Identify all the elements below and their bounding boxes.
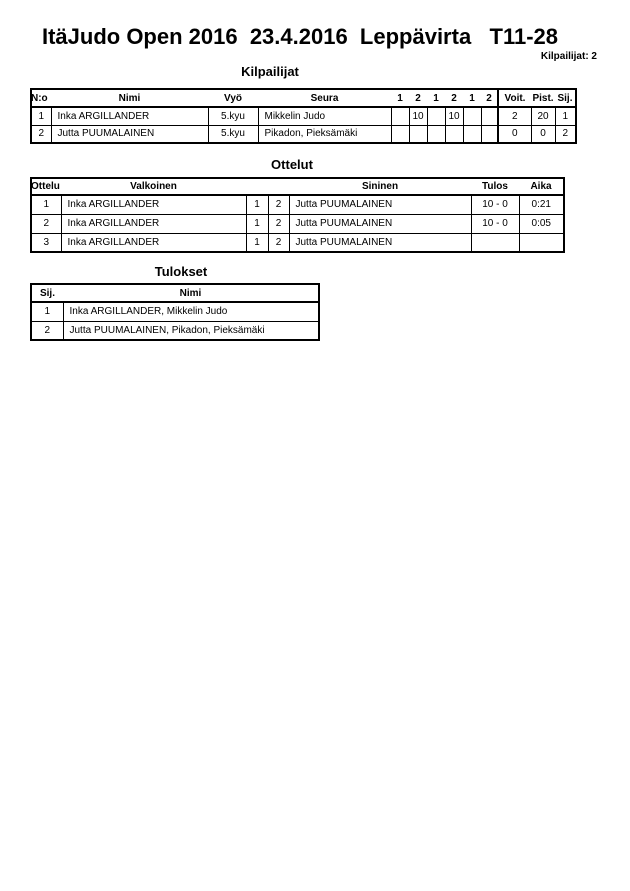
match-blue-number: 2 — [268, 233, 289, 252]
score-cell — [481, 125, 498, 143]
result-row — [31, 321, 319, 340]
match-time: 0:05 — [519, 214, 564, 233]
match-result: 10 - 0 — [471, 214, 519, 233]
competitors-table — [30, 88, 577, 144]
score-cell — [427, 107, 445, 125]
header-blue-no — [268, 178, 289, 195]
score-cell — [427, 125, 445, 143]
score-cell — [391, 107, 409, 125]
competitor-number: 2 — [31, 125, 51, 143]
competitor-place: 2 — [555, 125, 576, 143]
header-round-4: 2 — [445, 89, 463, 107]
header-result: Tulos — [471, 178, 519, 195]
matches-table — [30, 177, 565, 253]
competitor-belt: 5.kyu — [208, 125, 258, 143]
header-points: Pist. — [531, 89, 555, 107]
section-heading-matches: Ottelut — [271, 157, 313, 172]
competitor-wins: 2 — [498, 107, 531, 125]
header-white-no — [246, 178, 268, 195]
match-time: 0:21 — [519, 195, 564, 214]
results-header-row — [31, 284, 319, 302]
header-round-3: 1 — [427, 89, 445, 107]
match-number: 2 — [31, 214, 61, 233]
match-white-number: 1 — [246, 214, 268, 233]
score-cell: 10 — [409, 107, 427, 125]
match-blue-number: 2 — [268, 214, 289, 233]
score-cell — [445, 125, 463, 143]
match-white-name: Inka ARGILLANDER — [61, 195, 246, 214]
match-white-name: Inka ARGILLANDER — [61, 214, 246, 233]
competitor-club: Pikadon, Pieksämäki — [258, 125, 391, 143]
section-heading-competitors: Kilpailijat — [241, 64, 299, 79]
header-club: Seura — [258, 89, 391, 107]
header-belt: Vyö — [208, 89, 258, 107]
competitor-place: 1 — [555, 107, 576, 125]
result-name: Inka ARGILLANDER, Mikkelin Judo — [63, 302, 319, 321]
result-row — [31, 302, 319, 321]
section-heading-results: Tulokset — [154, 264, 208, 279]
header-name: Nimi — [51, 89, 208, 107]
header-white: Valkoinen — [61, 178, 246, 195]
header-name: Nimi — [63, 284, 319, 302]
score-cell — [481, 107, 498, 125]
match-number: 1 — [31, 195, 61, 214]
match-blue-name: Jutta PUUMALAINEN — [289, 195, 471, 214]
score-cell — [463, 125, 481, 143]
match-time — [519, 233, 564, 252]
match-row — [31, 214, 564, 233]
match-blue-number: 2 — [268, 195, 289, 214]
score-cell — [463, 107, 481, 125]
page-title: ItäJudo Open 2016 23.4.2016 Leppävirta T11-28 — [41, 24, 559, 49]
match-row — [31, 233, 564, 252]
result-name: Jutta PUUMALAINEN, Pikadon, Pieksämäki — [63, 321, 319, 340]
match-white-name: Inka ARGILLANDER — [61, 233, 246, 252]
match-result: 10 - 0 — [471, 195, 519, 214]
competitor-points: 0 — [531, 125, 555, 143]
header-round-2: 2 — [409, 89, 427, 107]
match-result — [471, 233, 519, 252]
header-blue: Sininen — [289, 178, 471, 195]
match-number: 3 — [31, 233, 61, 252]
result-place: 2 — [31, 321, 63, 340]
competitor-points: 20 — [531, 107, 555, 125]
header-time: Aika — [519, 178, 564, 195]
header-round-5: 1 — [463, 89, 481, 107]
matches-header-row — [31, 178, 564, 195]
score-cell — [391, 125, 409, 143]
competitor-row — [31, 125, 576, 143]
header-place: Sij. — [555, 89, 576, 107]
result-place: 1 — [31, 302, 63, 321]
match-blue-name: Jutta PUUMALAINEN — [289, 233, 471, 252]
header-no: N:o — [31, 89, 51, 107]
competitor-name: Inka ARGILLANDER — [51, 107, 208, 125]
competitors-header-row — [31, 89, 576, 107]
header-round-6: 2 — [481, 89, 498, 107]
score-cell — [409, 125, 427, 143]
header-round-1: 1 — [391, 89, 409, 107]
competitor-number: 1 — [31, 107, 51, 125]
competitor-club: Mikkelin Judo — [258, 107, 391, 125]
header-wins: Voit. — [498, 89, 531, 107]
match-white-number: 1 — [246, 233, 268, 252]
header-match-no: Ottelu — [31, 178, 61, 195]
competitor-belt: 5.kyu — [208, 107, 258, 125]
score-cell: 10 — [445, 107, 463, 125]
competitor-row — [31, 107, 576, 125]
competitor-count-label: Kilpailijat: 2 — [540, 51, 597, 62]
match-white-number: 1 — [246, 195, 268, 214]
competitor-name: Jutta PUUMALAINEN — [51, 125, 208, 143]
header-place: Sij. — [31, 284, 63, 302]
match-blue-name: Jutta PUUMALAINEN — [289, 214, 471, 233]
competitor-wins: 0 — [498, 125, 531, 143]
results-table — [30, 283, 320, 341]
match-row — [31, 195, 564, 214]
